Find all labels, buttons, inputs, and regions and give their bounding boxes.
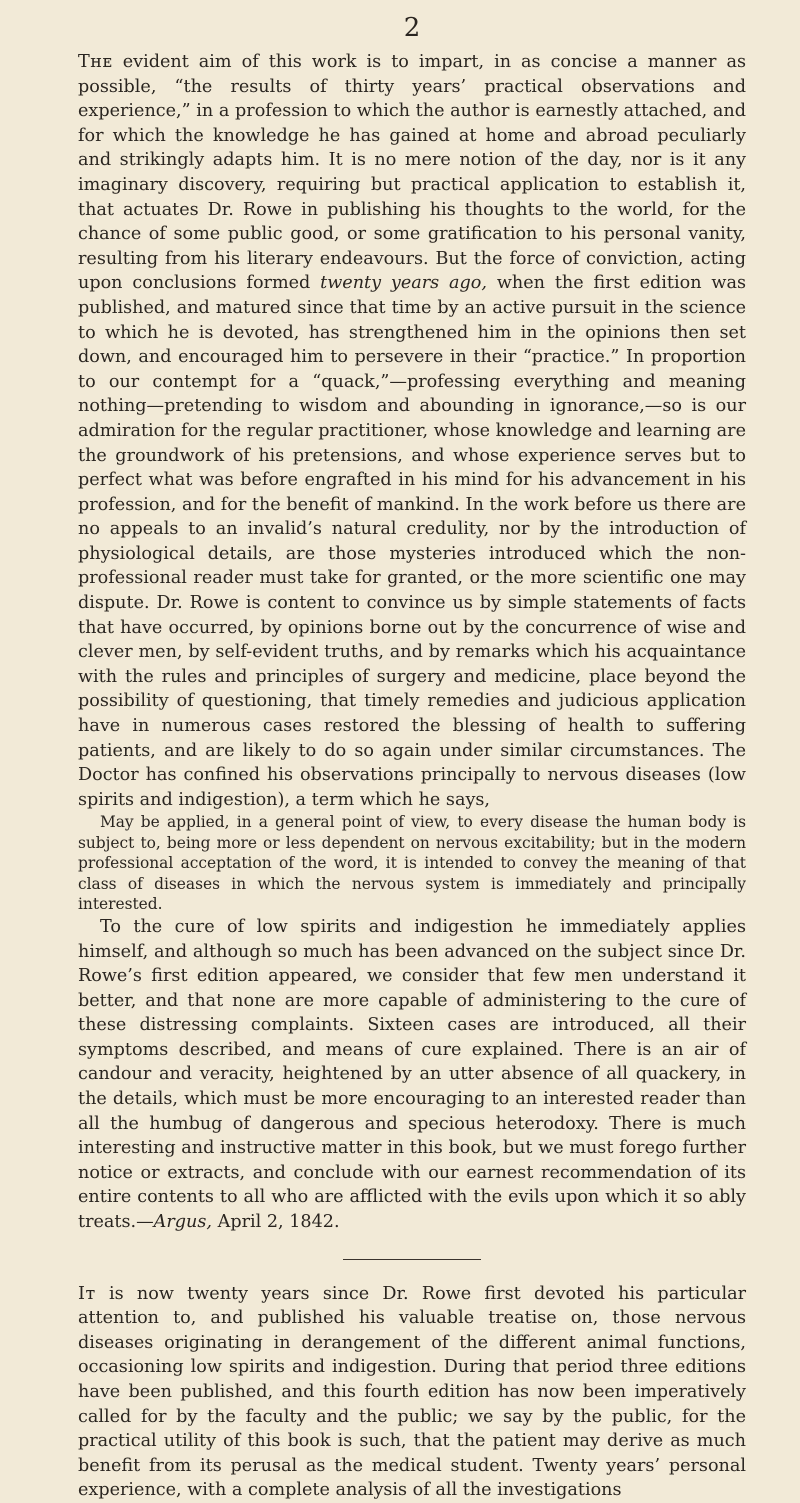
emphasis-text: twenty years ago, (320, 273, 487, 294)
block-quote: May be applied, in a general point of view, to every disease the human body is subject to, being more or less dependent on nervous excitability; but in the modern professional acceptation of the word, it is intended to convey the meaning of that class of diseases in which the nervous system is immediately and principally interested. (78, 813, 746, 914)
review-1-paragraph-1 (78, 50, 746, 812)
source-citation: Argus, (153, 1212, 213, 1233)
drop-word: Tʜᴇ (78, 52, 113, 72)
text-run: To the cure of low spirits and indigestion he immediately applies himself, and although so much has been advanced on the subject since Dr. Rowe’s first edition appeared, we consider that few men understand it better, and that none are more capable of administering to the cure of these distressing complaints. Sixteen cases are introduced, all their symptoms described, and means of cure explained. There is an air of candour and veracity, heightened by an utter absence of all quackery, in the details, which must be more encouraging to an interested reader than all the humbug of dangerous and specious heterodoxy. There is much interesting and instructive matter in this book, but we must forego further notice or extracts, and conclude with our earnest recommendation of its entire contents to all who are afflicted with the evils upon which it so ably treats.— (78, 916, 746, 1233)
drop-word: Iᴛ (78, 1283, 96, 1304)
section-divider (343, 1259, 481, 1260)
review-2-paragraph-1 (78, 1282, 746, 1503)
review-1-paragraph-2 (78, 915, 746, 1235)
text-run: is now twenty years since Dr. Rowe first devoted his particular attention to, and published his valuable treatise on, those nervous diseases originating in derangement of the different animal functions, occasioning low spirits and indigestion. During that period three editions have been published, and this fourth edition has now been imperatively called for by the faculty and the public; we say by the public, for the practical utility of this book is such, that the patient may derive as much benefit from its perusal as the medical student. Twenty years’ personal experience, with a complete analysis of all the investigations (78, 1283, 746, 1501)
text-run: evident aim of this work is to impart, in as concise a manner as possible, “the results of thirty years’ practical observations and experience,” in a profession to which the author is earnestly attached, and for which the knowledge he has gained at home and abroad peculiarly and strikingly adapts him. It is no mere notion of the day, nor is it any imaginary discovery, requiring but practical application to establish it, that actuates Dr. Rowe in publishing his thoughts to the world, for the chance of some public good, or some gratification to his personal vanity, resulting from his literary endeavours. But the force of conviction, acting upon conclusions formed (78, 52, 746, 294)
citation-date: April 2, 1842. (212, 1212, 340, 1233)
page-number: 2 (403, 13, 421, 43)
text-run: when the first edition was published, and matured since that time by an active pursuit in the science to which he is devoted, has strengthened him in the opinions then set down, and encouraged him to persevere in their “practice.” In proportion to our contempt for a “quack,”—professing everything and meaning nothing—pretending to wisdom and abounding in ignorance,—so is our admiration for the regular practitioner, whose knowledge and learning are the groundwork of his pretensions, and whose experience serves but to perfect what was before engrafted in his mind for his advancement in his profession, and for the benefit of mankind. In the work before us there are no appeals to an invalid’s natural credulity, nor by the introduction of physiological details, are those mysteries introduced which the non-professional reader must take for granted, or the more scientific one may dispute. Dr. Rowe is content to convince us by simple statements of facts that have occurred, by opinions borne out by the concurrence of wise and clever men, by self-evident truths, and by remarks which his acquaintance with the rules and principles of surgery and medicine, place beyond the possibility of questioning, that timely remedies and judicious application have in numerous cases restored the blessing of health to suffering patients, and are likely to do so again under similar circumstances. The Doctor has confined his observations principally to nervous diseases (low spirits and indigestion), a term which he says, (78, 273, 746, 810)
